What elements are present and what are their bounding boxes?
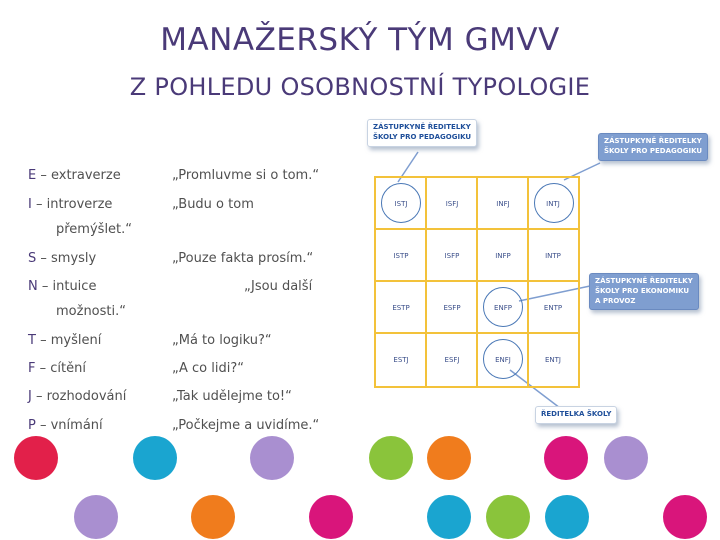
row-desc: – introverze — [31, 197, 113, 212]
cell-infj: INFJ — [496, 200, 510, 208]
row-desc: – rozhodování — [31, 389, 127, 404]
row-letter: T — [28, 333, 36, 348]
row-desc: – cítění — [35, 361, 86, 376]
cell-istp: ISTP — [393, 252, 409, 260]
quote-n-cont: možnosti.“ — [56, 304, 126, 319]
row-letter: F — [28, 361, 36, 376]
cell-infp: INFP — [495, 252, 511, 260]
row-letter: J — [28, 389, 32, 404]
row-letter: S — [28, 251, 37, 266]
decorative-dot — [74, 495, 118, 539]
highlight-circle-enfj — [483, 339, 523, 379]
row-letter: N — [28, 279, 38, 294]
decorative-dot — [369, 436, 413, 480]
decorative-dot — [544, 436, 588, 480]
row-letter: E — [28, 168, 37, 183]
cell-isfp: ISFP — [444, 252, 460, 260]
callout-deputy-pedagogy-2: ZÁSTUPKYNĚ ŘEDITELKY ŠKOLY PRO PEDAGOGIKU — [598, 133, 708, 161]
cell-istj: ISTJ — [394, 200, 408, 208]
decorative-dot — [427, 495, 471, 539]
row-letter: I — [28, 197, 32, 212]
quote-s: „Pouze fakta prosím.“ — [172, 251, 314, 266]
row-desc: – smysly — [36, 251, 97, 266]
decorative-dot — [133, 436, 177, 480]
cell-enfp: ENFP — [494, 304, 512, 312]
decorative-dot — [427, 436, 471, 480]
decorative-dot — [663, 495, 707, 539]
row-desc: – myšlení — [35, 333, 102, 348]
cell-entj: ENTJ — [545, 356, 561, 364]
decorative-dot — [604, 436, 648, 480]
cell-enfj: ENFJ — [495, 356, 511, 364]
callout-deputy-pedagogy: ZÁSTUPKYNĚ ŘEDITELKY ŠKOLY PRO PEDAGOGIKU — [367, 119, 477, 147]
row-desc: – extraverze — [36, 168, 121, 183]
quote-e: „Promluvme si o tom.“ — [172, 168, 320, 183]
quote-f: „A co lidi?“ — [172, 361, 244, 376]
decorative-dot — [191, 495, 235, 539]
highlight-circle-enfp — [483, 287, 523, 327]
quote-p: „Počkejme a uvidíme.“ — [172, 418, 320, 433]
decorative-dot — [14, 436, 58, 480]
cell-intj: INTJ — [546, 200, 560, 208]
cell-esfj: ESFJ — [444, 356, 460, 364]
callout-deputy-economics: ZÁSTUPKYNĚ ŘEDITELKY ŠKOLY PRO EKONOMIKU A PROVOZ — [589, 273, 699, 310]
row-letter: P — [28, 418, 36, 433]
row-desc: – intuice — [37, 279, 97, 294]
cell-isfj: ISFJ — [445, 200, 459, 208]
slide-title: MANAŽERSKÝ TÝM GMVV — [160, 22, 560, 58]
callout-director: ŘEDITELKA ŠKOLY — [535, 406, 617, 424]
decorative-dot — [250, 436, 294, 480]
quote-j: „Tak udělejme to!“ — [172, 389, 292, 404]
highlight-circle-intj — [534, 183, 574, 223]
highlight-circle-istj — [381, 183, 421, 223]
quote-i: „Budu o tom — [172, 197, 254, 212]
slide-subtitle: Z POHLEDU OSOBNOSTNÍ TYPOLOGIE — [129, 73, 591, 101]
quote-i-cont: přemýšlet.“ — [56, 222, 133, 237]
cell-intp: INTP — [545, 252, 561, 260]
decorative-dot — [545, 495, 589, 539]
cell-entp: ENTP — [543, 304, 563, 312]
decorative-dot — [486, 495, 530, 539]
quote-n: „Jsou další — [244, 279, 313, 294]
decorative-dot — [309, 495, 353, 539]
row-desc: – vnímání — [35, 418, 103, 433]
cell-estj: ESTJ — [393, 356, 409, 364]
quote-t: „Má to logiku?“ — [172, 333, 272, 348]
cell-estp: ESTP — [392, 304, 410, 312]
cell-esfp: ESFP — [443, 304, 461, 312]
mbti-type-grid — [374, 176, 580, 388]
